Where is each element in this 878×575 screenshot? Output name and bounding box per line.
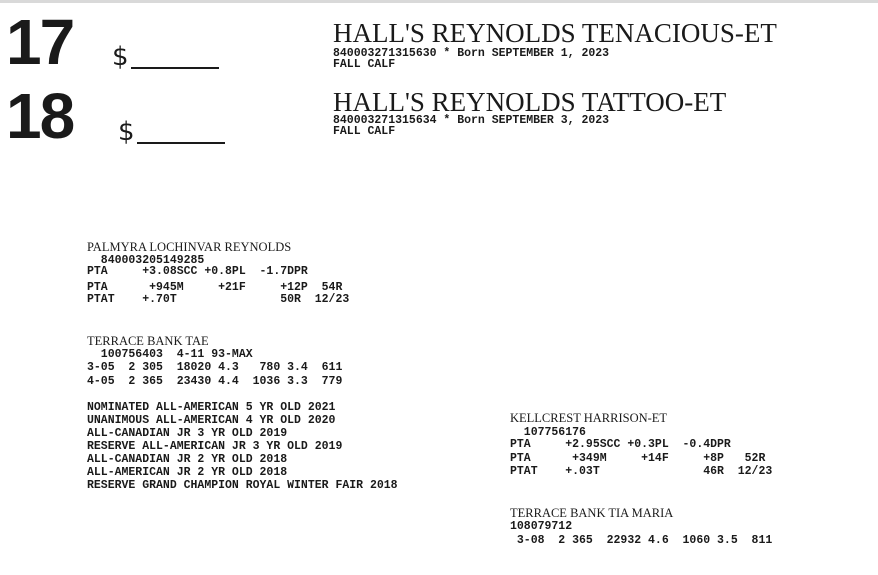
- sire-name: PALMYRA LOCHINVAR REYNOLDS: [87, 240, 292, 254]
- dam-award: UNANIMOUS ALL-AMERICAN 4 YR OLD 2020: [87, 414, 336, 427]
- dam-name: TERRACE BANK TAE: [87, 334, 209, 348]
- top-border: [0, 0, 878, 3]
- dam-record-line: 4-05 2 365 23430 4.4 1036 3.3 779: [87, 375, 343, 388]
- maternal-grandsire-pta-line: PTA +349M +14F +8P 52R: [510, 452, 766, 465]
- dam-registration: 100756403 4-11 93-MAX: [87, 348, 253, 361]
- dam-record-line: 3-05 2 305 18020 4.3 780 3.4 611: [87, 361, 343, 374]
- lot-number: 18: [6, 80, 74, 152]
- price-blank-line[interactable]: [131, 67, 219, 69]
- dam-award: RESERVE GRAND CHAMPION ROYAL WINTER FAIR 2018: [87, 479, 398, 492]
- class-line: FALL CALF: [333, 58, 396, 71]
- dam-award: ALL-AMERICAN JR 2 YR OLD 2018: [87, 466, 288, 479]
- maternal-grandsire-ptat-line: PTAT +.03T 46R 12/23: [510, 465, 773, 478]
- price-blank-line[interactable]: [137, 142, 225, 144]
- price-dollar-sign: $: [118, 117, 135, 147]
- sire-registration: 840003205149285: [87, 254, 205, 267]
- animal-name: HALL'S REYNOLDS TENACIOUS-ET: [333, 18, 777, 48]
- sire-pta-line: PTA +945M +21F +12P 54R: [87, 281, 343, 294]
- registration-birth-line: 840003271315630 * Born SEPTEMBER 1, 2023: [333, 47, 610, 60]
- maternal-grandsire-name: KELLCREST HARRISON-ET: [510, 411, 668, 425]
- price-dollar-sign: $: [112, 42, 129, 72]
- animal-name: HALL'S REYNOLDS TATTOO-ET: [333, 87, 727, 117]
- sire-pta-line: PTA +3.08SCC +0.8PL -1.7DPR: [87, 265, 308, 278]
- class-line: FALL CALF: [333, 125, 396, 138]
- maternal-granddam-registration: 108079712: [510, 520, 573, 533]
- lot-number: 17: [6, 6, 74, 78]
- registration-birth-line: 840003271315634 * Born SEPTEMBER 3, 2023: [333, 114, 610, 127]
- dam-award: RESERVE ALL-AMERICAN JR 3 YR OLD 2019: [87, 440, 343, 453]
- dam-award: NOMINATED ALL-AMERICAN 5 YR OLD 2021: [87, 401, 336, 414]
- maternal-grandsire-registration: 107756176: [510, 426, 586, 439]
- maternal-grandsire-pta-line: PTA +2.95SCC +0.3PL -0.4DPR: [510, 438, 731, 451]
- dam-award: ALL-CANADIAN JR 3 YR OLD 2019: [87, 427, 288, 440]
- maternal-granddam-name: TERRACE BANK TIA MARIA: [510, 506, 674, 520]
- maternal-granddam-record-line: 3-08 2 365 22932 4.6 1060 3.5 811: [510, 534, 773, 547]
- dam-award: ALL-CANADIAN JR 2 YR OLD 2018: [87, 453, 288, 466]
- sire-ptat-line: PTAT +.70T 50R 12/23: [87, 293, 350, 306]
